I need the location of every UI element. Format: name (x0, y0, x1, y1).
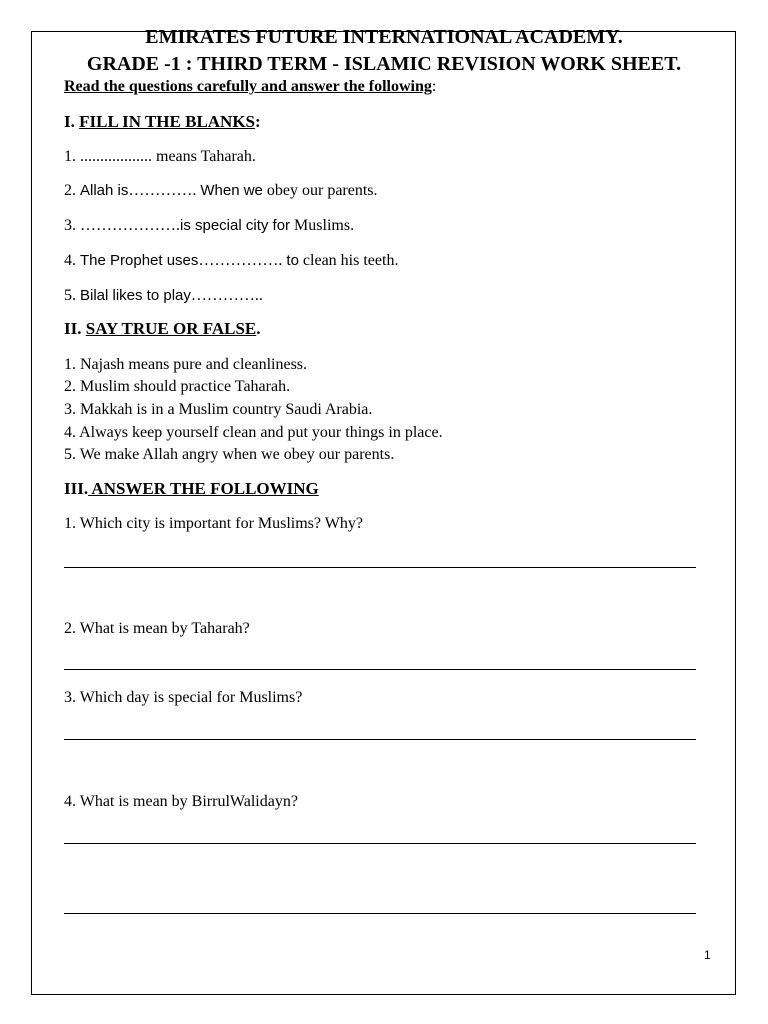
fill-blank-4-number: 4. (64, 252, 80, 269)
section-2-heading (64, 320, 261, 338)
fill-blank-3-part-b: Muslims. (290, 217, 355, 234)
page-number: 1 (704, 948, 711, 962)
school-name: EMIRATES FUTURE INTERNATIONAL ACADEMY. (145, 26, 623, 48)
fill-blank-2-part-c: obey our parents. (262, 182, 378, 199)
section-2-period: . (256, 319, 261, 338)
answer-line-1[interactable] (64, 567, 696, 568)
fill-blank-2-part-a: Allah is (80, 182, 129, 199)
fill-blank-4-blank: ……………. (198, 252, 287, 269)
true-false-4: 4. Always keep yourself clean and put your things in place. (64, 424, 443, 441)
fill-blank-4 (64, 252, 398, 270)
answer-line-4[interactable] (64, 843, 696, 844)
section-1-colon: : (255, 112, 261, 131)
section-3-numeral: III. (64, 479, 89, 498)
question-2: 2. What is mean by Taharah? (64, 620, 250, 637)
true-false-3: 3. Makkah is in a Muslim country Saudi Arabia. (64, 401, 373, 418)
question-4: 4. What is mean by BirrulWalidayn? (64, 793, 298, 810)
answer-line-3[interactable] (64, 739, 696, 740)
section-3-heading (64, 480, 319, 498)
fill-blank-5 (64, 287, 263, 305)
section-2-title: SAY TRUE OR FALSE (85, 319, 257, 338)
answer-line-5[interactable] (64, 913, 696, 914)
fill-blank-1 (64, 148, 256, 166)
worksheet-title: GRADE -1 : THIRD TERM - ISLAMIC REVISION WORK SHEET. (86, 53, 682, 75)
fill-blank-2-blank: …………. (128, 182, 201, 199)
fill-blank-2-part-b: When we (200, 182, 263, 199)
page-border (31, 31, 736, 995)
instruction (64, 78, 436, 96)
question-1: 1. Which city is important for Muslims? Why? (64, 515, 363, 532)
fill-blank-4-part-a: The Prophet uses (80, 252, 199, 269)
fill-blank-5-part-a: Bilal likes to play (80, 287, 191, 304)
section-1-heading (64, 113, 261, 131)
true-false-2: 2. Muslim should practice Taharah. (64, 378, 291, 395)
fill-blank-1-text: 1. .................. means Taharah. (64, 148, 256, 165)
section-1-title: FILL IN THE BLANKS (79, 112, 256, 131)
fill-blank-3-number: 3. ………………. (64, 217, 180, 234)
fill-blank-3-part-a: is special city for (180, 217, 291, 234)
section-1-numeral: I. (64, 112, 80, 131)
fill-blank-2-number: 2. (64, 182, 80, 199)
fill-blank-2 (64, 182, 378, 200)
fill-blank-5-number: 5. (64, 287, 80, 304)
true-false-1: 1. Najash means pure and cleanliness. (64, 356, 308, 373)
answer-line-2[interactable] (64, 669, 696, 670)
instruction-colon: : (431, 78, 437, 95)
fill-blank-5-blank: ………….. (190, 287, 263, 304)
instruction-text: Read the questions carefully and answer the following (64, 78, 432, 95)
fill-blank-4-part-b: to (286, 252, 299, 269)
section-3-title: ANSWER THE FOLLOWING (88, 479, 319, 498)
true-false-5: 5. We make Allah angry when we obey our parents. (64, 446, 395, 463)
question-3: 3. Which day is special for Muslims? (64, 689, 303, 706)
fill-blank-4-part-c: clean his teeth. (298, 252, 399, 269)
section-2-numeral: II. (64, 319, 86, 338)
fill-blank-3 (64, 217, 354, 235)
